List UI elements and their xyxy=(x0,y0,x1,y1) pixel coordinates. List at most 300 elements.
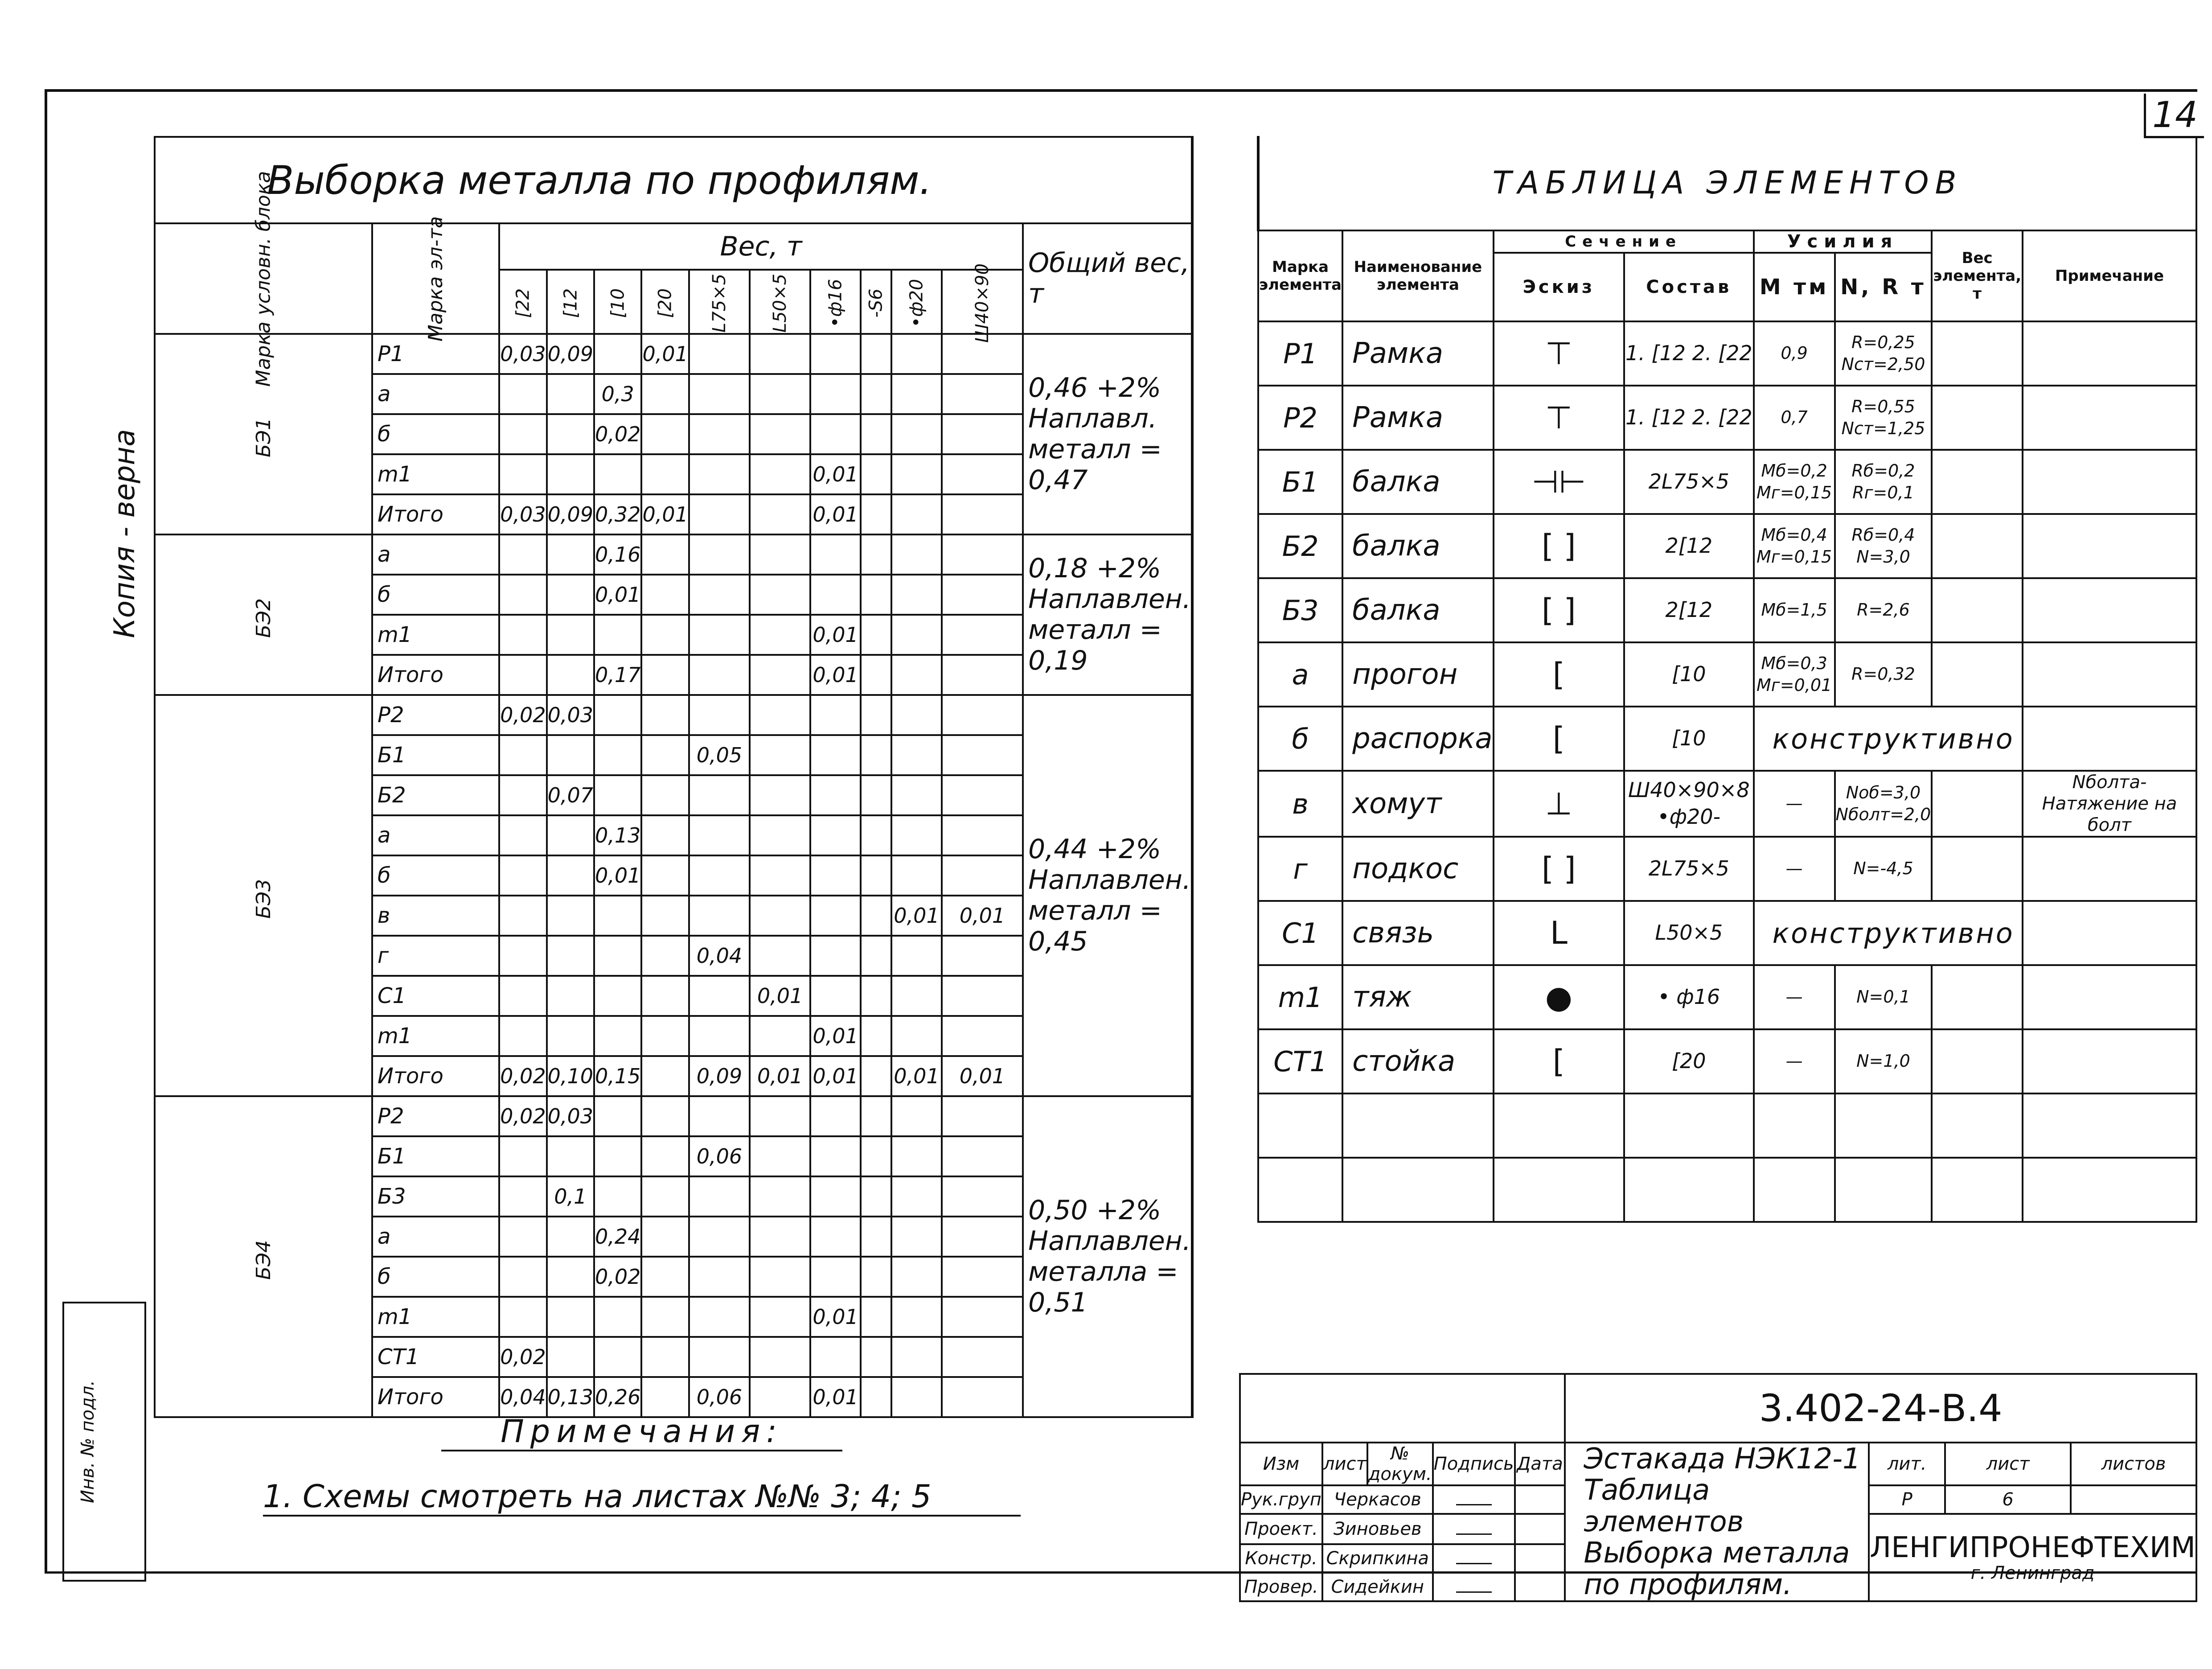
weight-cell xyxy=(861,374,891,414)
element-force: R=0,25 Ncт=2,50 xyxy=(1835,321,1932,386)
weight-cell xyxy=(641,374,689,414)
element-composition: 1. [12 2. [22 xyxy=(1624,386,1754,450)
weight-cell xyxy=(861,414,891,454)
weight-cell xyxy=(547,374,594,414)
weight-cell xyxy=(499,976,546,1016)
weight-cell xyxy=(942,1377,1023,1417)
weight-cell xyxy=(641,695,689,735)
weight-cell xyxy=(641,1096,689,1136)
header-mark: Марка элемента xyxy=(1258,230,1342,321)
element-forces: конструктивно xyxy=(1754,901,2023,965)
weight-cell xyxy=(942,655,1023,695)
element-mark: б xyxy=(372,855,499,896)
weight-cell xyxy=(942,1016,1023,1056)
element-force: N=0,1 xyxy=(1835,965,1932,1029)
element-force: N=1,0 xyxy=(1835,1029,1932,1093)
element-mark: С1 xyxy=(372,976,499,1016)
weight-cell xyxy=(499,1136,546,1176)
block-mark: БЭ1 xyxy=(155,334,372,534)
weight-cell xyxy=(689,1217,750,1257)
weight-cell xyxy=(547,575,594,615)
weight-cell: 0,04 xyxy=(499,1377,546,1417)
element-name: Рамка xyxy=(1342,321,1494,386)
weight-cell xyxy=(499,534,546,575)
weight-cell xyxy=(689,1096,750,1136)
header-weight: Вес элемента, т xyxy=(1932,230,2023,321)
element-moment: Mб=0,3 Mг=0,01 xyxy=(1754,642,1835,707)
element-note xyxy=(2023,837,2196,901)
table-row xyxy=(1258,837,2196,901)
element-sketch: [ xyxy=(1494,642,1624,707)
weight-cell xyxy=(594,454,641,494)
element-weight xyxy=(1932,386,2023,450)
element-composition: 2[12 xyxy=(1624,514,1754,578)
weight-cell xyxy=(942,1297,1023,1337)
notes-line-1: 1. Схемы смотреть на листах №№ 3; 4; 5 xyxy=(263,1478,1021,1517)
element-mark: Итого xyxy=(372,494,499,534)
element-weight xyxy=(1932,450,2023,514)
weight-cell xyxy=(689,454,750,494)
weight-cell xyxy=(499,1217,546,1257)
element-force: Nоб=3,0 Nболт=2,0 xyxy=(1835,771,1932,837)
profile-header: •ф16 xyxy=(810,270,861,334)
element-mark: m1 xyxy=(372,615,499,655)
weight-cell xyxy=(547,1136,594,1176)
tb-person-3: Сидейкин xyxy=(1322,1573,1433,1601)
profile-header: L50×5 xyxy=(750,270,810,334)
weight-cell xyxy=(594,976,641,1016)
element-moment: Mб=1,5 xyxy=(1754,578,1835,642)
tb-date-0 xyxy=(1515,1485,1565,1514)
weight-cell xyxy=(641,1337,689,1377)
header-block-mark: Марка условн. блока xyxy=(155,223,372,334)
weight-cell xyxy=(641,735,689,775)
organization-name: ЛЕНГИПРОНЕФТЕХИМ xyxy=(1870,1531,2196,1564)
weight-cell xyxy=(861,1217,891,1257)
tb-sign-0 xyxy=(1433,1485,1515,1514)
weight-cell: 0,09 xyxy=(547,334,594,374)
weight-cell: 0,01 xyxy=(810,494,861,534)
weight-cell: 0,02 xyxy=(594,1257,641,1297)
tb-role-2: Констр. xyxy=(1240,1544,1322,1573)
weight-cell xyxy=(499,1297,546,1337)
weight-cell xyxy=(641,1377,689,1417)
profile-header: [20 xyxy=(641,270,689,334)
weight-cell xyxy=(810,414,861,454)
tb-date-1 xyxy=(1515,1514,1565,1544)
title-block xyxy=(1239,1373,2197,1602)
element-force: R=0,55 Ncт=1,25 xyxy=(1835,386,1932,450)
weight-cell xyxy=(499,655,546,695)
element-force: N=-4,5 xyxy=(1835,837,1932,901)
element-name: Рамка xyxy=(1342,386,1494,450)
header-nr: N, R т xyxy=(1835,253,1932,321)
weight-cell: 0,07 xyxy=(547,775,594,815)
weight-cell: 0,3 xyxy=(594,374,641,414)
profile-header: L75×5 xyxy=(689,270,750,334)
table-row xyxy=(1258,578,2196,642)
group-total: 0,44 +2% Наплавлен. металл = 0,45 xyxy=(1023,695,1192,1096)
weight-cell xyxy=(689,855,750,896)
header-sketch: Эскиз xyxy=(1494,253,1624,321)
weight-cell xyxy=(750,615,810,655)
weight-cell xyxy=(861,1096,891,1136)
weight-cell xyxy=(750,695,810,735)
weight-cell xyxy=(594,735,641,775)
tb-sheet-value: 6 xyxy=(1945,1485,2071,1514)
organization xyxy=(1869,1514,2196,1601)
weight-cell xyxy=(750,655,810,695)
inventory-stamp-text: Инв. № подл. xyxy=(78,1380,98,1503)
weight-cell xyxy=(499,1257,546,1297)
table-row xyxy=(1258,1093,2196,1158)
element-weight xyxy=(1932,1029,2023,1093)
tb-lit-label: лит. xyxy=(1869,1443,1945,1485)
weight-cell xyxy=(499,775,546,815)
weight-cell xyxy=(861,1056,891,1096)
weight-cell xyxy=(891,454,942,494)
weight-cell xyxy=(810,735,861,775)
weight-cell: 0,05 xyxy=(689,735,750,775)
weight-cell xyxy=(547,414,594,454)
element-mark: а xyxy=(1258,642,1342,707)
weight-cell xyxy=(641,896,689,936)
sheet-number: 14 xyxy=(2144,94,2204,138)
weight-cell xyxy=(499,454,546,494)
weight-cell xyxy=(942,374,1023,414)
weight-cell xyxy=(641,534,689,575)
inventory-stamp xyxy=(62,1302,146,1582)
weight-cell xyxy=(942,735,1023,775)
profile-header: Ш40×90 xyxy=(942,270,1023,334)
weight-cell xyxy=(641,855,689,896)
weight-cell: 0,01 xyxy=(750,976,810,1016)
tb-hdr-date: Дата xyxy=(1515,1443,1565,1485)
weight-cell xyxy=(499,896,546,936)
weight-cell xyxy=(891,374,942,414)
weight-cell xyxy=(861,655,891,695)
element-mark: m1 xyxy=(1258,965,1342,1029)
element-force: R=2,6 xyxy=(1835,578,1932,642)
weight-cell xyxy=(810,374,861,414)
weight-cell xyxy=(594,615,641,655)
weight-cell xyxy=(750,936,810,976)
weight-cell xyxy=(641,1217,689,1257)
element-note xyxy=(2023,450,2196,514)
weight-cell xyxy=(891,1337,942,1377)
weight-cell xyxy=(750,896,810,936)
element-weight xyxy=(1932,771,2023,837)
profile-header: [12 xyxy=(547,270,594,334)
weight-cell xyxy=(861,615,891,655)
weight-cell: 0,01 xyxy=(810,1056,861,1096)
metal-selection-table xyxy=(154,136,1194,1418)
weight-cell xyxy=(594,334,641,374)
element-note: Nболта-Натяжение на болт xyxy=(2023,771,2196,837)
element-name: тяж xyxy=(1342,965,1494,1029)
weight-cell xyxy=(861,855,891,896)
block-mark: БЭ3 xyxy=(155,695,372,1096)
element-sketch: ● xyxy=(1494,965,1624,1029)
element-mark: в xyxy=(372,896,499,936)
tb-sheets-label: листов xyxy=(2071,1443,2196,1485)
weight-cell xyxy=(641,414,689,454)
weight-cell xyxy=(810,1217,861,1257)
table-row xyxy=(1258,707,2196,771)
weight-cell xyxy=(942,1136,1023,1176)
tb-role-3: Провер. xyxy=(1240,1573,1322,1601)
element-composition: [10 xyxy=(1624,642,1754,707)
weight-cell xyxy=(942,615,1023,655)
profile-header: -S6 xyxy=(861,270,891,334)
weight-cell: 0,13 xyxy=(594,815,641,855)
weight-cell xyxy=(942,454,1023,494)
weight-cell xyxy=(689,615,750,655)
element-mark: СТ1 xyxy=(372,1337,499,1377)
weight-cell xyxy=(547,1337,594,1377)
weight-cell xyxy=(594,1176,641,1217)
block-mark: БЭ4 xyxy=(155,1096,372,1417)
weight-cell xyxy=(499,735,546,775)
weight-cell xyxy=(861,775,891,815)
weight-cell xyxy=(810,976,861,1016)
weight-cell xyxy=(750,454,810,494)
header-section: Сечение xyxy=(1494,230,1754,253)
weight-cell xyxy=(810,1257,861,1297)
element-composition: [10 xyxy=(1624,707,1754,771)
weight-cell xyxy=(547,855,594,896)
weight-cell xyxy=(942,1176,1023,1217)
tb-person-1: Зиновьев xyxy=(1322,1514,1433,1544)
weight-cell xyxy=(891,1016,942,1056)
weight-cell xyxy=(689,575,750,615)
weight-cell: 0,24 xyxy=(594,1217,641,1257)
weight-cell xyxy=(861,735,891,775)
weight-cell xyxy=(942,775,1023,815)
element-name: прогон xyxy=(1342,642,1494,707)
weight-cell xyxy=(594,1337,641,1377)
element-composition: L50×5 xyxy=(1624,901,1754,965)
element-note xyxy=(2023,642,2196,707)
weight-cell xyxy=(499,615,546,655)
weight-cell xyxy=(810,1337,861,1377)
weight-cell xyxy=(810,855,861,896)
header-name: Наименование элемента xyxy=(1342,230,1494,321)
element-force: Rб=0,2 Rг=0,1 xyxy=(1835,450,1932,514)
weight-cell xyxy=(499,936,546,976)
weight-cell: 0,13 xyxy=(547,1377,594,1417)
copy-note: Копия - верна xyxy=(108,429,141,638)
weight-cell: 0,01 xyxy=(810,1377,861,1417)
weight-cell: 0,03 xyxy=(499,334,546,374)
weight-cell xyxy=(750,1377,810,1417)
weight-cell xyxy=(750,1297,810,1337)
weight-cell xyxy=(891,695,942,735)
header-forces: Усилия xyxy=(1754,230,1932,253)
weight-cell xyxy=(891,1257,942,1297)
weight-cell: 0,01 xyxy=(594,855,641,896)
weight-cell xyxy=(594,1136,641,1176)
weight-cell: 0,10 xyxy=(547,1056,594,1096)
weight-cell xyxy=(499,575,546,615)
weight-cell xyxy=(750,414,810,454)
weight-cell: 0,16 xyxy=(594,534,641,575)
element-mark: Б2 xyxy=(1258,514,1342,578)
element-moment: Mб=0,4 Mг=0,15 xyxy=(1754,514,1835,578)
header-m: M тм xyxy=(1754,253,1835,321)
element-moment: — xyxy=(1754,771,1835,837)
table-row xyxy=(155,334,1192,374)
element-note xyxy=(2023,707,2196,771)
weight-cell: 0,01 xyxy=(810,655,861,695)
header-composition: Состав xyxy=(1624,253,1754,321)
element-sketch: ⊣⊢ xyxy=(1494,450,1624,514)
element-mark: Б1 xyxy=(1258,450,1342,514)
element-mark: а xyxy=(372,815,499,855)
element-weight xyxy=(1932,837,2023,901)
weight-cell xyxy=(750,374,810,414)
weight-cell xyxy=(810,334,861,374)
weight-cell xyxy=(942,976,1023,1016)
weight-cell xyxy=(942,534,1023,575)
weight-cell xyxy=(689,494,750,534)
notes-heading: Примечания: xyxy=(441,1413,842,1451)
weight-cell xyxy=(861,695,891,735)
element-mark: б xyxy=(372,1257,499,1297)
weight-cell xyxy=(499,855,546,896)
element-mark: m1 xyxy=(372,454,499,494)
element-mark: Б3 xyxy=(1258,578,1342,642)
weight-cell xyxy=(547,735,594,775)
weight-cell xyxy=(750,1257,810,1297)
table-row xyxy=(1258,514,2196,578)
weight-cell xyxy=(750,735,810,775)
weight-cell xyxy=(942,575,1023,615)
weight-cell xyxy=(689,414,750,454)
element-composition: 2L75×5 xyxy=(1624,837,1754,901)
element-moment: — xyxy=(1754,965,1835,1029)
weight-cell xyxy=(750,494,810,534)
weight-cell xyxy=(641,1176,689,1217)
weight-cell xyxy=(891,1136,942,1176)
header-total-weight: Общий вес, т xyxy=(1023,223,1192,334)
tb-sheets-value xyxy=(2071,1485,2196,1514)
element-mark: б xyxy=(1258,707,1342,771)
element-composition: 2[12 xyxy=(1624,578,1754,642)
weight-cell xyxy=(594,775,641,815)
weight-cell xyxy=(594,1096,641,1136)
table-row xyxy=(1258,386,2196,450)
element-composition: 2L75×5 xyxy=(1624,450,1754,514)
element-sketch: ⊤ xyxy=(1494,321,1624,386)
tb-sheet-label: лист xyxy=(1945,1443,2071,1485)
weight-cell xyxy=(942,1257,1023,1297)
element-moment: Mб=0,2 Mг=0,15 xyxy=(1754,450,1835,514)
table-row xyxy=(1258,771,2196,837)
element-mark: С1 xyxy=(1258,901,1342,965)
weight-cell xyxy=(810,1136,861,1176)
weight-cell: 0,01 xyxy=(810,454,861,494)
element-force: R=0,32 xyxy=(1835,642,1932,707)
weight-cell xyxy=(499,815,546,855)
title-block-empty xyxy=(1240,1374,1565,1443)
weight-cell: 0,01 xyxy=(641,334,689,374)
weight-cell xyxy=(547,655,594,695)
element-name: балка xyxy=(1342,578,1494,642)
weight-cell: 0,1 xyxy=(547,1176,594,1217)
metal-table-title: Выборка металла по профилям. xyxy=(155,137,1192,223)
element-note xyxy=(2023,901,2196,965)
weight-cell xyxy=(499,1176,546,1217)
weight-cell xyxy=(891,1297,942,1337)
element-composition: Ш40×90×8 •ф20- xyxy=(1624,771,1754,837)
weight-cell: 0,06 xyxy=(689,1136,750,1176)
element-forces: конструктивно xyxy=(1754,707,2023,771)
weight-cell xyxy=(942,414,1023,454)
weight-cell xyxy=(594,936,641,976)
element-moment: — xyxy=(1754,1029,1835,1093)
weight-cell xyxy=(750,855,810,896)
weight-cell xyxy=(750,1016,810,1056)
weight-cell xyxy=(861,1016,891,1056)
weight-cell xyxy=(891,414,942,454)
weight-cell: 0,01 xyxy=(891,1056,942,1096)
weight-cell: 0,15 xyxy=(594,1056,641,1096)
element-composition: [20 xyxy=(1624,1029,1754,1093)
weight-cell xyxy=(810,775,861,815)
tb-role-1: Проект. xyxy=(1240,1514,1322,1544)
element-weight xyxy=(1932,642,2023,707)
weight-cell xyxy=(499,1016,546,1056)
weight-cell xyxy=(547,1217,594,1257)
element-composition: 1. [12 2. [22 xyxy=(1624,321,1754,386)
element-weight xyxy=(1932,965,2023,1029)
weight-cell xyxy=(641,655,689,695)
weight-cell xyxy=(891,334,942,374)
table-row xyxy=(1258,901,2196,965)
weight-cell xyxy=(942,695,1023,735)
tb-person-0: Черкасов xyxy=(1322,1485,1433,1514)
weight-cell xyxy=(750,815,810,855)
weight-cell: 0,01 xyxy=(942,1056,1023,1096)
element-moment: 0,7 xyxy=(1754,386,1835,450)
element-force: Rб=0,4 N=3,0 xyxy=(1835,514,1932,578)
tb-lit-value: Р xyxy=(1869,1485,1945,1514)
weight-cell xyxy=(547,534,594,575)
table-row xyxy=(155,695,1192,735)
weight-cell xyxy=(861,976,891,1016)
element-mark: m1 xyxy=(372,1297,499,1337)
weight-cell xyxy=(861,815,891,855)
tb-sign-1 xyxy=(1433,1514,1515,1544)
weight-cell xyxy=(810,815,861,855)
weight-cell xyxy=(891,775,942,815)
weight-cell xyxy=(641,615,689,655)
element-note xyxy=(2023,321,2196,386)
table-row xyxy=(1258,965,2196,1029)
element-mark: СТ1 xyxy=(1258,1029,1342,1093)
weight-cell: 0,01 xyxy=(810,1297,861,1337)
element-name: балка xyxy=(1342,514,1494,578)
weight-cell xyxy=(689,1257,750,1297)
tb-date-3 xyxy=(1515,1573,1565,1601)
element-sketch: [ xyxy=(1494,1029,1624,1093)
element-note xyxy=(2023,965,2196,1029)
organization-city: г. Ленинград xyxy=(1970,1563,2095,1584)
weight-cell xyxy=(689,1016,750,1056)
weight-cell: 0,09 xyxy=(547,494,594,534)
weight-cell xyxy=(750,334,810,374)
